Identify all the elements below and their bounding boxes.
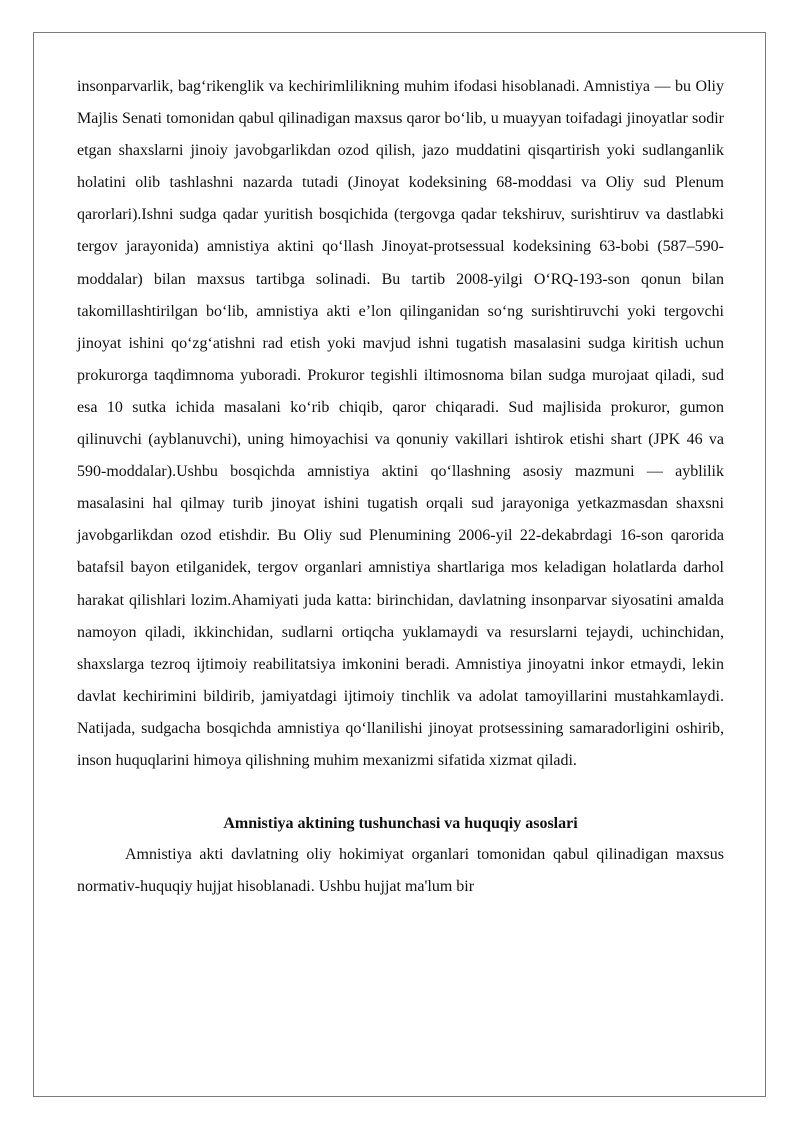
section-heading: Amnistiya aktining tushunchasi va huquqiy asoslari [223,815,578,833]
document-body [77,71,724,903]
body-paragraph-indented: Amnistiya akti davlatning oliy hokimiyat organlari tomonidan qabul qilinadigan maxsus normativ-huquqiy hujjat hisoblanadi. Ushbu hujjat ma'lum bir [77,846,724,896]
body-paragraph: insonparvarlik, bag‘rikenglik va kechirimlilikning muhim ifodasi hisoblanadi. Amnistiya — bu Oliy Majlis Senati tomonidan qabul qilinadigan maxsus qaror bo‘lib, u muayyan toifadagi jinoyatlar sodir etgan shaxslarni jinoiy javobgarlikdan ozod qilish, jazo muddatini qisqartirish yoki sudlanganlik holatini olib tashlashni nazarda tutadi (Jinoyat kodeksining 68-moddasi va Oliy sud Plenum qarorlari).Ishni sudga qadar yuritish bosqichida (tergovga qadar tekshiruv, surishtiruv va dastlabki tergov jarayonida) amnistiya aktini qo‘llash Jinoyat-protsessual kodeksining 63-bobi (587–590-moddalar) bilan maxsus tartibga solinadi. Bu tartib 2008-yilgi O‘RQ-193-son qonun bilan takomillashtirilgan bo‘lib, amnistiya akti e’lon qilinganidan so‘ng surishtiruvchi yoki tergovchi jinoyat ishini qo‘zg‘atishni rad etish yoki mavjud ishni tugatish masalasini sudga kiritish uchun prokurorga taqdimnoma yuboradi. Prokuror tegishli iltimosnoma bilan sudga murojaat qiladi, sud esa 10 sutka ichida masalani ko‘rib chiqib, qaror chiqaradi. Sud majlisida prokuror, gumon qilinuvchi (ayblanuvchi), uning himoyachisi va qonuniy vakillari ishtirok etishi shart (JPK 46 va 590-moddalar).Ushbu bosqichda amnistiya aktini qo‘llashning asosiy mazmuni — ayblilik masalasini hal qilmay turib jinoyat ishini tugatish orqali sud jarayoniga yetkazmasdan shaxsni javobgarlikdan ozod etishdir. Bu Oliy sud Plenumining 2006-yil 22-dekabrdagi 16-son qarorida batafsil bayon etilganidek, tergov organlari amnistiya shartlariga mos keladigan holatlarda darhol harakat qilishlari lozim.Ahamiyati juda katta: birinchidan, davlatning insonparvar siyosatini amalda namoyon qiladi, ikkinchidan, sudlarni ortiqcha yuklamaydi va resurslarni tejaydi, uchinchidan, shaxslarga tezroq ijtimoiy reabilitatsiya imkonini beradi. Amnistiya jinoyatni inkor etmaydi, lekin davlat kechirimini bildirib, jamiyatdagi ijtimoiy tinchlik va adolat tamoyillarini mustahkamlaydi. Natijada, sudgacha bosqichda amnistiya qo‘llanilishi jinoyat protsessining samaradorligini oshirib, inson huquqlarini himoya qilishning muhim mexanizmi sifatida xizmat qiladi. [77,78,724,769]
